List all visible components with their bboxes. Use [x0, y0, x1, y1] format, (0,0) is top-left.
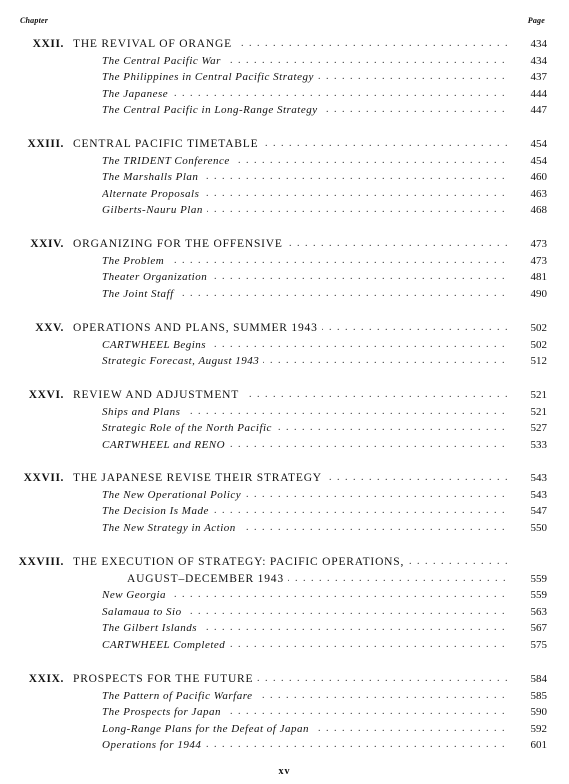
- section-page: 590: [530, 706, 547, 719]
- section-page: 567: [530, 622, 547, 635]
- section-title: [102, 437, 509, 453]
- section-entry[interactable]: [0, 637, 569, 653]
- section-page: 547: [530, 505, 547, 518]
- section-entry[interactable]: [0, 269, 569, 285]
- section-entry[interactable]: [0, 86, 569, 102]
- section-entry[interactable]: [0, 153, 569, 169]
- section-page: 585: [530, 689, 547, 702]
- section-title-text: The Joint Staff: [102, 288, 178, 300]
- section-title: [102, 186, 509, 202]
- section-title: [102, 503, 509, 519]
- section-page: 502: [530, 338, 547, 351]
- section-title-text: Strategic Forecast, August 1943: [102, 355, 263, 367]
- chapter-entry[interactable]: [0, 36, 569, 52]
- chapter-page: 454: [530, 138, 547, 150]
- section-entry[interactable]: [0, 102, 569, 118]
- chapter-page: 559: [530, 572, 547, 585]
- section-title: [102, 688, 509, 704]
- chapter-title-text: CENTRAL PACIFIC TIMETABLE: [73, 138, 262, 150]
- chapter-title-text: THE REVIVAL OF ORANGE: [73, 38, 236, 50]
- section-page: 463: [530, 187, 547, 200]
- chapter-title: [73, 671, 509, 687]
- section-title-text: Alternate Proposals: [102, 188, 203, 200]
- chapter-title: [73, 387, 509, 403]
- section-title-text: The Marshalls Plan: [102, 171, 202, 183]
- section-page: 437: [530, 71, 547, 84]
- section-title-text: The Gilbert Islands: [102, 622, 201, 634]
- section-title-text: Long-Range Plans for the Defeat of Japan: [102, 723, 313, 735]
- section-title: [102, 253, 509, 269]
- section-page: 447: [530, 104, 547, 117]
- section-title-text: Salamaua to Sio: [102, 606, 186, 618]
- chapter-page: 473: [530, 238, 547, 250]
- chapter-number: XXVIII.: [18, 556, 64, 568]
- section-page: 550: [530, 521, 547, 534]
- chapter-entry[interactable]: [0, 470, 569, 486]
- section-page: 490: [530, 287, 547, 300]
- section-title-text: The Central Pacific in Long-Range Strategy: [102, 104, 322, 116]
- section-title: [102, 520, 509, 536]
- chapter-title: [73, 554, 509, 570]
- section-title: [102, 737, 509, 753]
- chapter-title-continued: [127, 571, 509, 587]
- section-title-text: The New Operational Policy: [102, 489, 245, 501]
- chapter-number: XXII.: [32, 38, 64, 50]
- chapter-number: XXVI.: [28, 389, 64, 401]
- chapter-title: [73, 236, 509, 252]
- section-page: 527: [530, 422, 547, 435]
- section-title: [102, 53, 509, 69]
- section-title: [102, 637, 509, 653]
- section-entry[interactable]: [0, 437, 569, 453]
- section-entry[interactable]: [0, 53, 569, 69]
- chapter-number: XXV.: [35, 322, 64, 334]
- section-page: 559: [530, 589, 547, 602]
- section-title-text: The Problem: [102, 255, 168, 267]
- section-entry[interactable]: [0, 169, 569, 185]
- section-title-text: Operations for 1944: [102, 739, 205, 751]
- section-title-text: CARTWHEEL Completed: [102, 639, 229, 651]
- section-title: [102, 169, 509, 185]
- section-title-text: The Central Pacific War: [102, 55, 225, 67]
- section-title-text: The Decision Is Made: [102, 505, 213, 517]
- section-page: 434: [530, 54, 547, 67]
- section-title-text: The Pattern of Pacific Warfare: [102, 690, 256, 702]
- section-page: 563: [530, 605, 547, 618]
- section-title-text: Strategic Role of the North Pacific: [102, 422, 276, 434]
- section-title: [102, 286, 509, 302]
- section-entry[interactable]: [0, 404, 569, 420]
- section-title: [102, 620, 509, 636]
- section-title: [102, 353, 509, 369]
- chapter-number: XXIV.: [30, 238, 64, 250]
- section-page: 575: [530, 639, 547, 651]
- section-entry[interactable]: [0, 253, 569, 269]
- section-entry[interactable]: [0, 587, 569, 603]
- section-page: 592: [530, 722, 547, 735]
- section-title: [102, 704, 509, 720]
- section-title-text: The Prospects for Japan: [102, 706, 225, 718]
- chapter-title-text: THE EXECUTION OF STRATEGY: PACIFIC OPERATIONS,: [73, 556, 408, 568]
- section-title-text: Gilberts-Nauru Plan: [102, 204, 207, 216]
- chapter-entry[interactable]: [0, 671, 569, 687]
- section-title: [102, 604, 509, 620]
- chapter-page: 543: [530, 472, 547, 484]
- chapter-page: 502: [530, 322, 547, 334]
- section-title-text: The TRIDENT Conference: [102, 155, 234, 167]
- section-entry[interactable]: [0, 186, 569, 202]
- section-page: 601: [530, 739, 547, 752]
- chapter-column-label: Chapter: [20, 16, 49, 25]
- chapter-title: [73, 36, 509, 52]
- section-entry[interactable]: [0, 202, 569, 218]
- section-title: [102, 721, 509, 737]
- section-title: [102, 86, 509, 102]
- section-page: 444: [530, 87, 547, 100]
- chapter-title: [73, 470, 509, 486]
- chapter-page: 521: [530, 389, 547, 401]
- section-title: [102, 202, 509, 218]
- section-entry[interactable]: [0, 721, 569, 737]
- section-page: 533: [530, 438, 547, 451]
- section-title-text: Ships and Plans: [102, 406, 184, 418]
- section-title: [102, 404, 509, 420]
- section-title-text: New Georgia: [102, 589, 170, 601]
- section-title-text: The Japanese: [102, 88, 172, 100]
- section-page: 468: [530, 204, 547, 217]
- section-entry[interactable]: [0, 69, 569, 85]
- chapter-page: 434: [530, 38, 547, 50]
- section-title: [102, 269, 509, 285]
- chapter-number: XXIX.: [28, 673, 64, 685]
- chapter-title-text: THE JAPANESE REVISE THEIR STRATEGY: [73, 472, 326, 484]
- section-page: 473: [530, 254, 547, 267]
- section-entry[interactable]: [0, 520, 569, 536]
- chapter-title-text: PROSPECTS FOR THE FUTURE: [73, 673, 257, 685]
- chapter-entry[interactable]: [0, 387, 569, 403]
- chapter-title-text: REVIEW AND ADJUSTMENT: [73, 389, 243, 401]
- section-entry[interactable]: [0, 353, 569, 369]
- section-entry[interactable]: [0, 737, 569, 753]
- section-page: 543: [530, 488, 547, 501]
- section-page: 460: [530, 171, 547, 184]
- chapter-title: [73, 136, 509, 152]
- chapter-entry[interactable]: [0, 320, 569, 336]
- section-title: [102, 102, 509, 118]
- section-page: 454: [530, 154, 547, 167]
- chapter-title-text: OPERATIONS AND PLANS, SUMMER 1943: [73, 322, 322, 334]
- section-title: [102, 153, 509, 169]
- section-entry[interactable]: [0, 604, 569, 620]
- section-page: 481: [530, 271, 547, 284]
- page-number: xv: [278, 766, 291, 777]
- section-title: [102, 420, 509, 436]
- chapter-page: 584: [530, 673, 547, 685]
- page-column-label: Page: [527, 16, 545, 25]
- section-entry[interactable]: [0, 704, 569, 720]
- section-entry[interactable]: [0, 503, 569, 519]
- chapter-number: XXIII.: [27, 138, 64, 150]
- chapter-title: [73, 320, 509, 336]
- chapter-title-continued-text: AUGUST–DECEMBER 1943: [127, 573, 288, 585]
- section-title: [102, 69, 509, 85]
- section-entry[interactable]: [0, 487, 569, 503]
- section-page: 521: [530, 405, 547, 418]
- section-entry[interactable]: [0, 337, 569, 353]
- chapter-entry-continued[interactable]: [0, 571, 569, 587]
- section-entry[interactable]: [0, 286, 569, 302]
- chapter-entry[interactable]: [0, 236, 569, 252]
- chapter-entry[interactable]: [0, 136, 569, 152]
- section-title-text: CARTWHEEL and RENO: [102, 439, 229, 451]
- section-title: [102, 487, 509, 503]
- chapter-entry[interactable]: [0, 554, 569, 570]
- section-title-text: CARTWHEEL Begins: [102, 339, 210, 351]
- section-entry[interactable]: [0, 620, 569, 636]
- section-title-text: Theater Organization: [102, 271, 211, 283]
- section-title: [102, 587, 509, 603]
- section-page: 512: [530, 355, 547, 368]
- section-title-text: The Philippines in Central Pacific Strategy: [102, 71, 318, 83]
- chapter-number: XXVII.: [23, 472, 64, 484]
- section-title-text: The New Strategy in Action: [102, 522, 240, 534]
- section-title: [102, 337, 509, 353]
- chapter-title-text: ORGANIZING FOR THE OFFENSIVE: [73, 238, 287, 250]
- section-entry[interactable]: [0, 688, 569, 704]
- section-entry[interactable]: [0, 420, 569, 436]
